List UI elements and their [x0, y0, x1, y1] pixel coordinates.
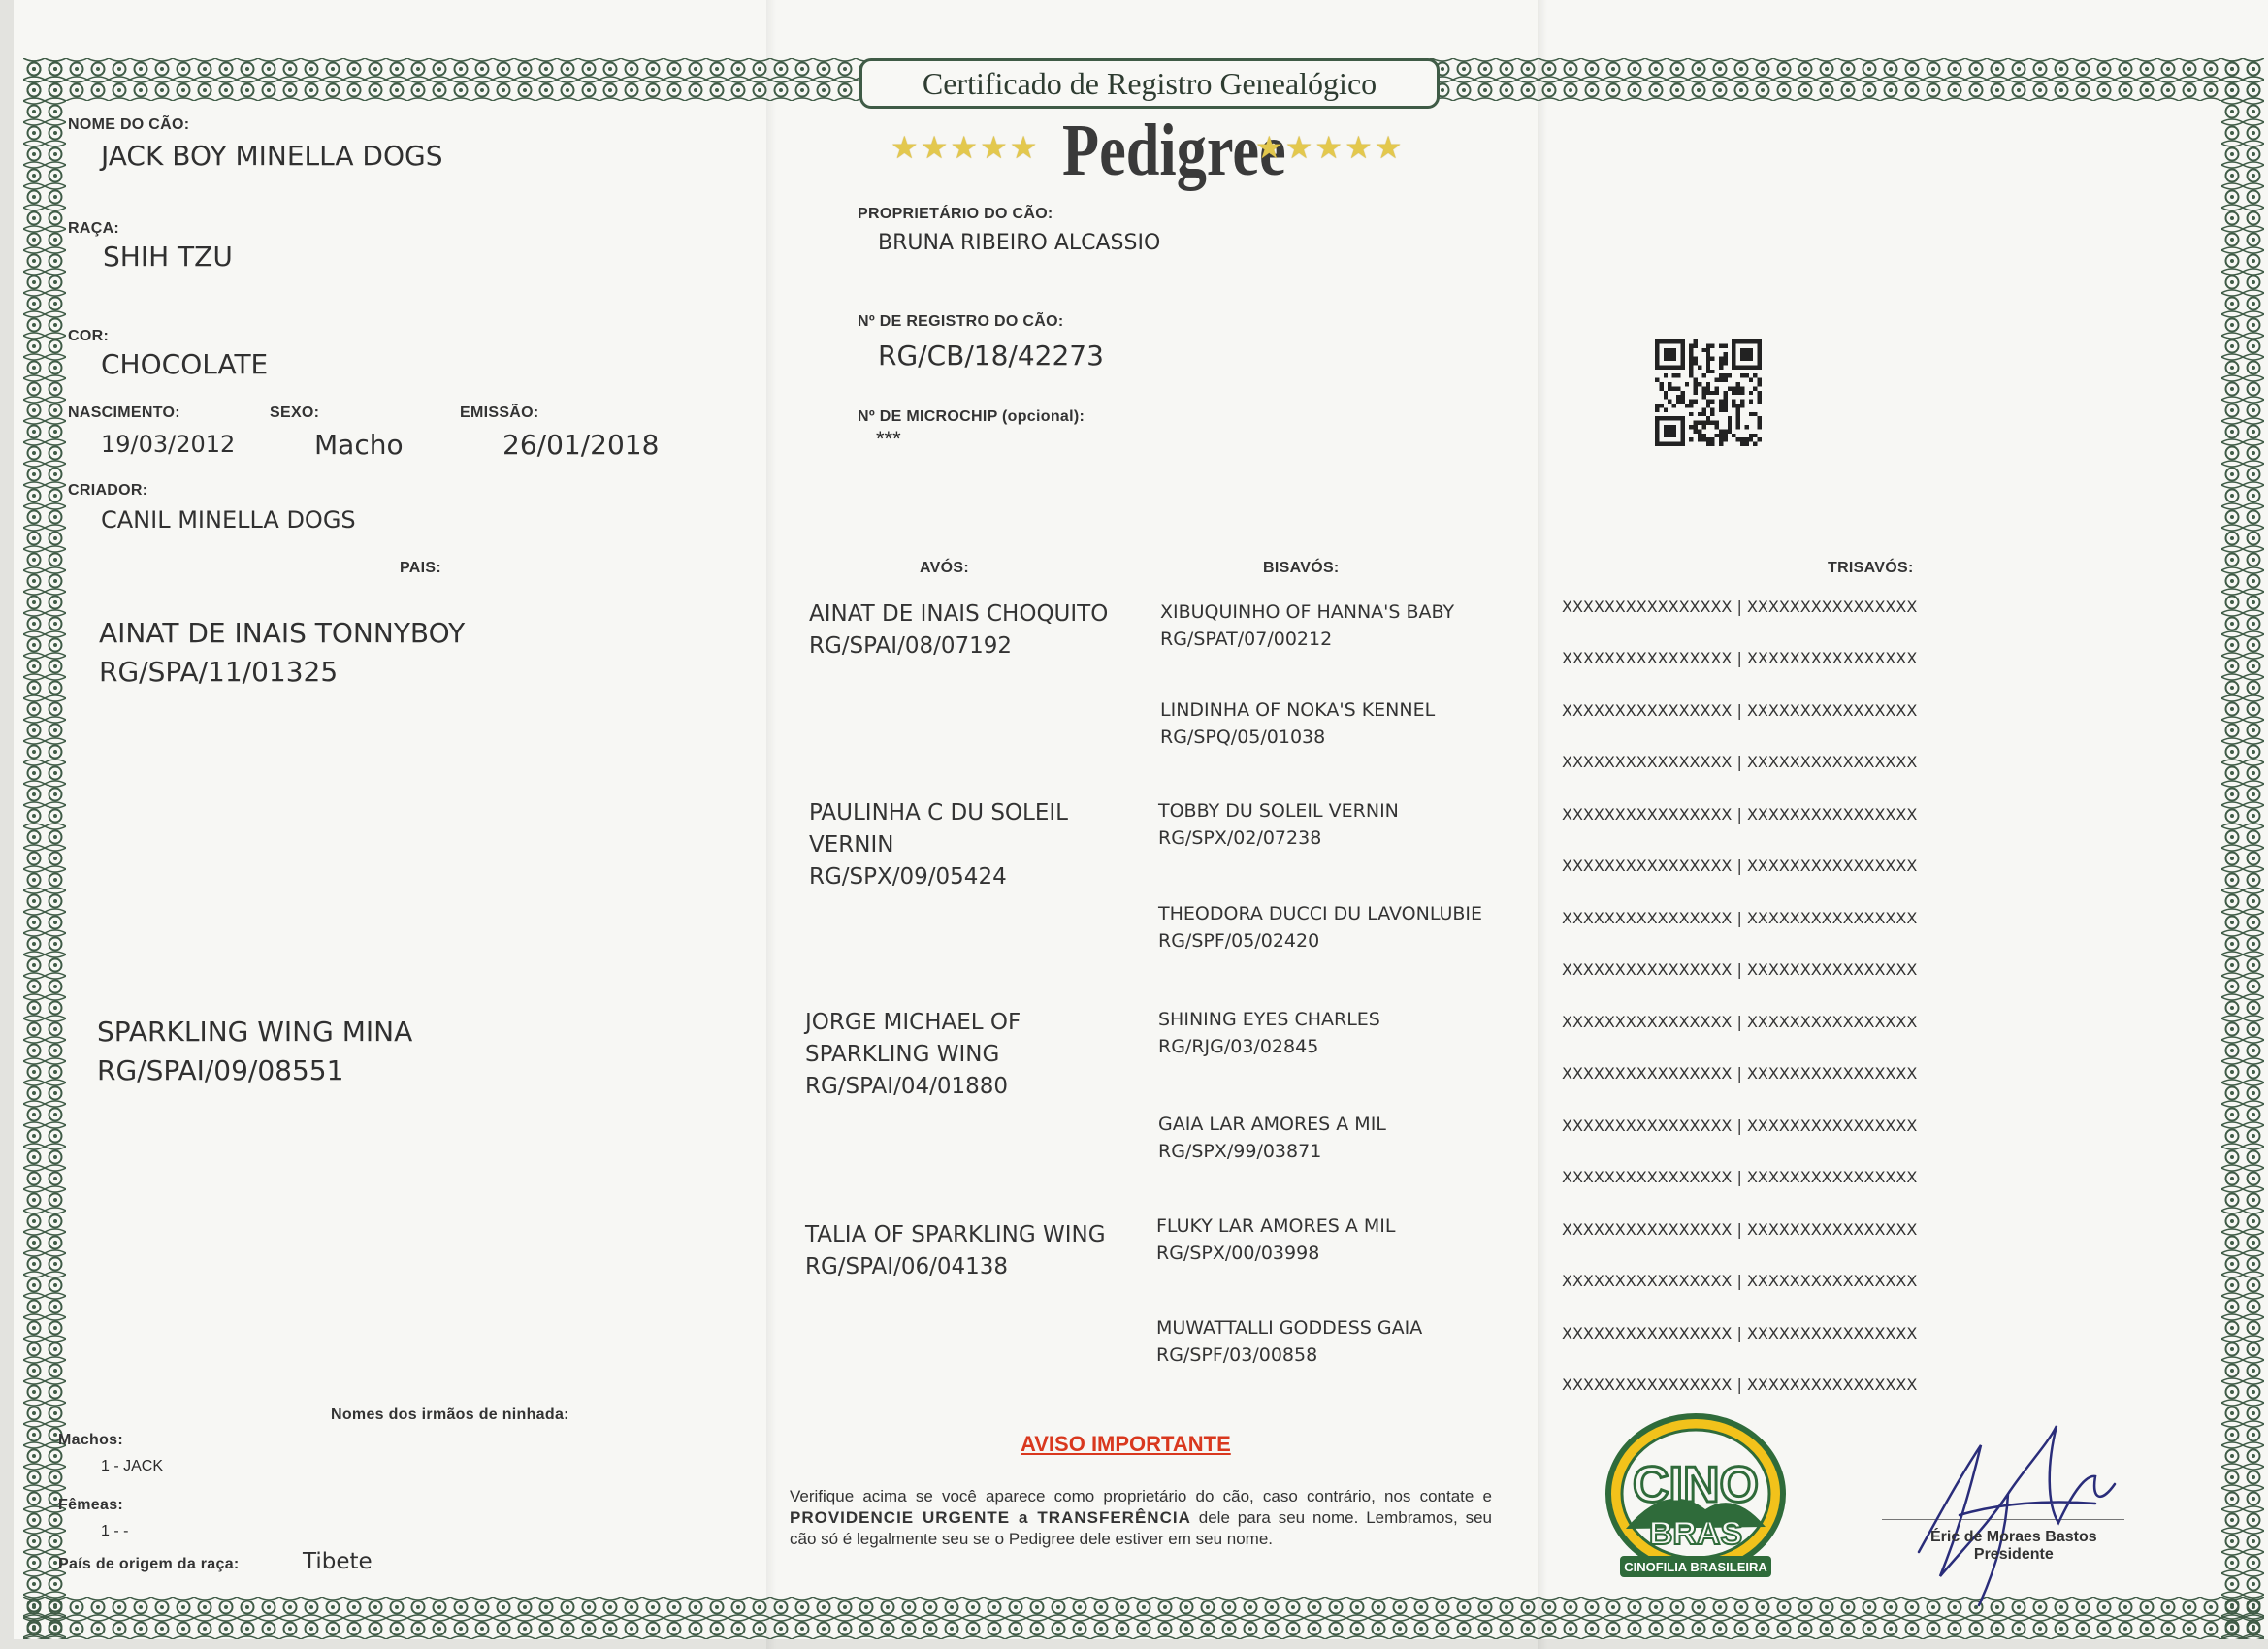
grandparent-name: TALIA OF SPARKLING WING [805, 1222, 1106, 1247]
grandparent-name: AINAT DE INAIS CHOQUITO [809, 601, 1109, 627]
parents-label: PAIS: [400, 560, 441, 576]
breeder-label: CRIADOR: [68, 482, 148, 499]
great-grandparent-name: LINDINHA OF NOKA'S KENNEL [1160, 699, 1436, 721]
birth-date: 19/03/2012 [101, 431, 236, 458]
logo-text-top: CINO [1633, 1457, 1759, 1513]
great-great-row: XXXXXXXXXXXXXXXX | XXXXXXXXXXXXXXXX [1562, 1064, 1918, 1083]
stars-left: ★★★★★ [891, 130, 1040, 165]
grandparent-name-cont: SPARKLING WING [805, 1042, 1000, 1067]
great-grandparent-reg: RG/SPF/05/02420 [1158, 930, 1320, 952]
great-grandparent-name: MUWATTALLI GODDESS GAIA [1156, 1317, 1423, 1339]
great-great-row: XXXXXXXXXXXXXXXX | XXXXXXXXXXXXXXXX [1562, 960, 1918, 979]
notice-text-part2: dele para seu nome. Lembramos, seu cão só é legalmente seu se o Pedigree dele estiver em seu nome. [790, 1508, 1492, 1548]
great-grandparent-5 [1158, 1006, 1380, 1060]
registration-label: Nº DE REGISTRO DO CÃO: [858, 313, 1064, 330]
great-grandparent-1 [1160, 598, 1454, 653]
microchip-number: *** [876, 427, 901, 451]
notice-text [790, 1486, 1492, 1550]
great-grandparent-reg: RG/SPX/02/07238 [1158, 827, 1322, 849]
grandparent-reg: RG/SPAI/08/07192 [809, 633, 1012, 659]
grandparent-name: PAULINHA C DU SOLEIL [809, 800, 1068, 825]
microchip-label: Nº DE MICROCHIP (opcional): [858, 408, 1085, 425]
breed: SHIH TZU [103, 241, 233, 273]
grandparent-4 [805, 1219, 1106, 1283]
dog-name: JACK BOY MINELLA DOGS [101, 140, 443, 172]
great-great-row: XXXXXXXXXXXXXXXX | XXXXXXXXXXXXXXXX [1562, 857, 1918, 875]
logo-text-bottom: CINOFILIA BRASILEIRA [1624, 1560, 1767, 1574]
dam-reg: RG/SPAI/09/08551 [97, 1054, 344, 1086]
females-list: 1 - - [101, 1523, 129, 1539]
great-great-row: XXXXXXXXXXXXXXXX | XXXXXXXXXXXXXXXX [1562, 1168, 1918, 1186]
certificate-title: Certificado de Registro Genealógico [859, 58, 1440, 109]
signature-name [1930, 1529, 2097, 1564]
president-name: Éric de Moraes Bastos [1930, 1529, 2097, 1545]
sex: Macho [314, 429, 404, 461]
notice-title: AVISO IMPORTANTE [1021, 1432, 1231, 1456]
great-grandparents-header: BISAVÓS: [1263, 560, 1340, 576]
sex-label: SEXO: [270, 404, 320, 421]
great-great-row: XXXXXXXXXXXXXXXX | XXXXXXXXXXXXXXXX [1562, 701, 1918, 720]
grandparent-reg: RG/SPAI/06/04138 [805, 1254, 1008, 1279]
great-grandparent-name: XIBUQUINHO OF HANNA'S BABY [1160, 601, 1455, 623]
breeder: CANIL MINELLA DOGS [101, 506, 356, 534]
grandparent-reg: RG/SPAI/04/01880 [805, 1074, 1008, 1099]
great-grandparent-3 [1158, 797, 1399, 852]
great-great-row: XXXXXXXXXXXXXXXX | XXXXXXXXXXXXXXXX [1562, 1013, 1918, 1031]
scan-edge-bottom [0, 1639, 2268, 1649]
great-grandparent-reg: RG/SPX/99/03871 [1158, 1141, 1322, 1162]
great-great-header: TRISAVÓS: [1828, 560, 1914, 576]
great-great-row: XXXXXXXXXXXXXXXX | XXXXXXXXXXXXXXXX [1562, 1324, 1918, 1342]
registration-number: RG/CB/18/42273 [878, 340, 1104, 372]
great-grandparent-name: THEODORA DUCCI DU LAVONLUBIE [1158, 903, 1483, 924]
fold-line-1 [766, 0, 776, 1649]
great-grandparent-name: SHINING EYES CHARLES [1158, 1009, 1380, 1030]
great-great-row: XXXXXXXXXXXXXXXX | XXXXXXXXXXXXXXXX [1562, 1220, 1918, 1239]
dam-name: SPARKLING WING MINA [97, 1016, 413, 1048]
ornamental-border-right [2221, 58, 2264, 1639]
males-list: 1 - JACK [101, 1458, 164, 1474]
litter-title: Nomes dos irmãos de ninhada: [331, 1406, 569, 1423]
great-grandparent-6 [1158, 1111, 1386, 1165]
issue-date: 26/01/2018 [502, 429, 660, 461]
coat-color: CHOCOLATE [101, 348, 269, 380]
grandparent-name: JORGE MICHAEL OF [805, 1010, 1021, 1035]
grandparent-name-cont: VERNIN [809, 832, 894, 857]
great-grandparent-reg: RG/SPX/00/03998 [1156, 1243, 1320, 1264]
president-role: Presidente [1973, 1546, 2054, 1563]
great-grandparent-reg: RG/SPF/03/00858 [1156, 1344, 1318, 1366]
great-great-row: XXXXXXXXXXXXXXXX | XXXXXXXXXXXXXXXX [1562, 1375, 1918, 1394]
great-great-row: XXXXXXXXXXXXXXXX | XXXXXXXXXXXXXXXX [1562, 805, 1918, 824]
color-label: COR: [68, 328, 110, 344]
qr-code-icon [1655, 340, 1762, 446]
origin-country: Tibete [303, 1549, 373, 1574]
great-grandparent-8 [1156, 1314, 1422, 1369]
grandparents-header: AVÓS: [920, 560, 969, 576]
sire-reg: RG/SPA/11/01325 [99, 656, 339, 688]
fold-line-2 [1538, 0, 1547, 1649]
great-grandparent-reg: RG/SPQ/05/01038 [1160, 727, 1326, 748]
great-grandparent-7 [1156, 1212, 1395, 1267]
great-grandparent-2 [1160, 696, 1435, 751]
great-grandparent-name: GAIA LAR AMORES A MIL [1158, 1114, 1386, 1135]
great-grandparent-reg: RG/RJG/03/02845 [1158, 1036, 1319, 1057]
breed-label: RAÇA: [68, 220, 120, 237]
grandparent-1 [809, 598, 1108, 663]
sire-name: AINAT DE INAIS TONNYBOY [99, 617, 466, 649]
males-label: Machos: [58, 1432, 123, 1448]
females-label: Fêmeas: [58, 1497, 124, 1513]
issue-label: EMISSÃO: [460, 404, 539, 421]
great-grandparent-reg: RG/SPAT/07/00212 [1160, 629, 1333, 650]
cinobras-logo [1599, 1412, 1793, 1587]
grandparent-2 [809, 797, 1068, 893]
great-grandparent-4 [1158, 900, 1482, 954]
great-great-row: XXXXXXXXXXXXXXXX | XXXXXXXXXXXXXXXX [1562, 753, 1918, 771]
owner-name: BRUNA RIBEIRO ALCASSIO [878, 231, 1161, 255]
great-great-row: XXXXXXXXXXXXXXXX | XXXXXXXXXXXXXXXX [1562, 909, 1918, 927]
ornamental-border-left [23, 58, 66, 1639]
great-great-row: XXXXXXXXXXXXXXXX | XXXXXXXXXXXXXXXX [1562, 1272, 1918, 1290]
great-great-row: XXXXXXXXXXXXXXXX | XXXXXXXXXXXXXXXX [1562, 598, 1918, 616]
grandparent-reg: RG/SPX/09/05424 [809, 864, 1007, 889]
notice-text-part1: Verifique acima se você aparece como proprietário do cão, caso contrário, nos contate e [790, 1487, 1492, 1505]
birth-label: NASCIMENTO: [68, 404, 180, 421]
owner-label: PROPRIETÁRIO DO CÃO: [858, 206, 1053, 222]
great-great-row: XXXXXXXXXXXXXXXX | XXXXXXXXXXXXXXXX [1562, 649, 1918, 667]
origin-label: País de origem da raça: [58, 1556, 240, 1572]
grandparent-3 [805, 1007, 1021, 1103]
logo-text-middle: BRAS [1648, 1515, 1743, 1552]
dog-name-label: NOME DO CÃO: [68, 116, 190, 133]
stars-right: ★★★★★ [1255, 130, 1405, 165]
great-grandparent-name: TOBBY DU SOLEIL VERNIN [1158, 800, 1399, 822]
great-grandparent-name: FLUKY LAR AMORES A MIL [1156, 1215, 1396, 1237]
president-signature [1901, 1406, 2154, 1610]
great-great-row: XXXXXXXXXXXXXXXX | XXXXXXXXXXXXXXXX [1562, 1116, 1918, 1135]
notice-text-bold: PROVIDENCIE URGENTE a TRANSFERÊNCIA [790, 1508, 1191, 1527]
scan-edge-left [0, 0, 14, 1649]
pedigree-heading: Pedigree [1062, 110, 1286, 191]
